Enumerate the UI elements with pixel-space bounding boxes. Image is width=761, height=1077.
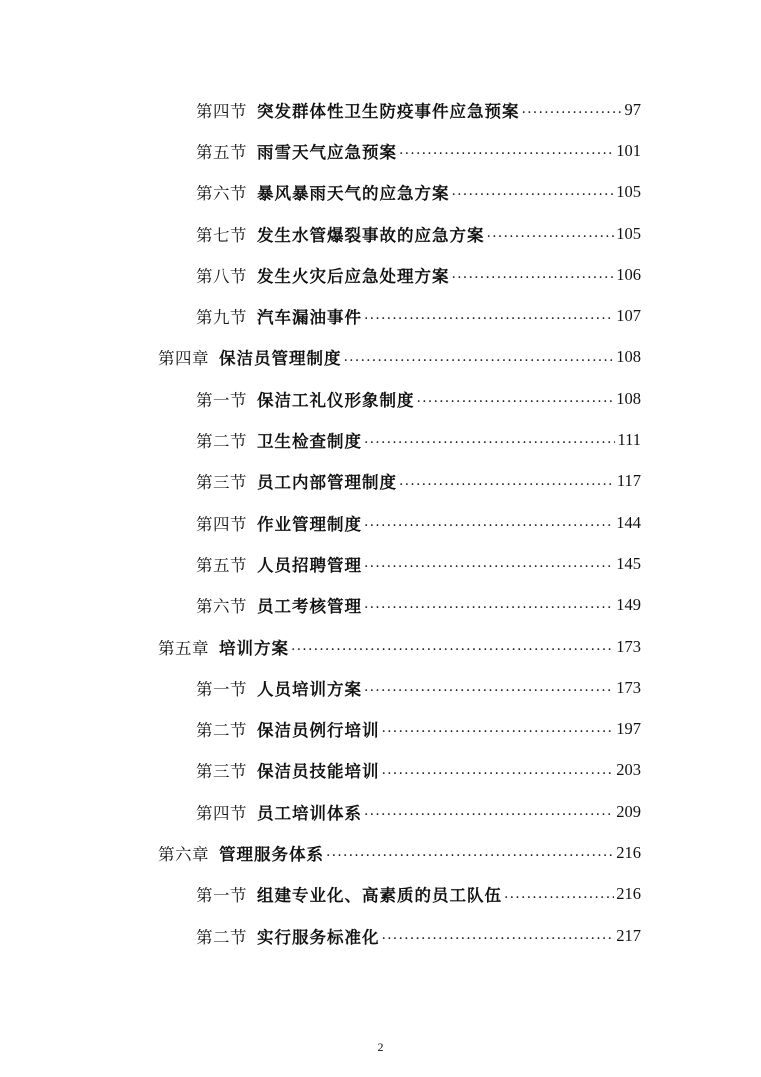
toc-entry-title: 发生火灾后应急处理方案	[257, 266, 450, 286]
toc-entry-label: 第六章	[158, 844, 209, 864]
toc-entry-title: 培训方案	[219, 638, 289, 658]
toc-section-entry[interactable]	[0, 708, 761, 749]
table-of-contents	[0, 89, 761, 956]
toc-entry-page: 173	[616, 677, 641, 697]
toc-entry-page: 101	[616, 140, 641, 160]
toc-section-entry[interactable]	[0, 667, 761, 708]
toc-entry-title: 人员招聘管理	[257, 555, 362, 575]
toc-entry-label: 第四章	[158, 349, 209, 369]
toc-section-entry[interactable]	[0, 254, 761, 295]
toc-section-entry[interactable]	[0, 295, 761, 336]
toc-entry-title: 保洁员例行培训	[257, 721, 380, 741]
toc-entry-title: 卫生检查制度	[257, 432, 362, 452]
toc-dot-leader	[452, 267, 615, 284]
toc-entry-label: 第五章	[158, 638, 209, 658]
toc-entry-label: 第六节	[196, 184, 247, 204]
toc-entry-title: 保洁员技能培训	[257, 762, 380, 782]
toc-entry-label: 第四节	[196, 101, 247, 121]
toc-entry-label: 第八节	[196, 266, 247, 286]
toc-entry-page: 106	[616, 264, 641, 284]
toc-entry-title: 突发群体性卫生防疫事件应急预案	[257, 101, 520, 121]
toc-dot-leader	[364, 432, 615, 449]
toc-section-entry[interactable]	[0, 172, 761, 213]
toc-entry-page: 111	[617, 430, 641, 450]
toc-entry-label: 第二节	[196, 927, 247, 947]
toc-section-entry[interactable]	[0, 130, 761, 171]
toc-chapter-entry[interactable]	[0, 337, 761, 378]
toc-dot-leader	[291, 638, 614, 655]
toc-entry-page: 144	[616, 512, 641, 532]
toc-entry-title: 作业管理制度	[257, 514, 362, 534]
toc-section-entry[interactable]	[0, 750, 761, 791]
page-number: 2	[377, 1040, 384, 1054]
toc-entry-page: 216	[616, 884, 641, 904]
toc-section-entry[interactable]	[0, 915, 761, 956]
toc-entry-label: 第三节	[196, 762, 247, 782]
toc-entry-title: 保洁员管理制度	[219, 349, 342, 369]
toc-section-entry[interactable]	[0, 502, 761, 543]
toc-entry-title: 暴风暴雨天气的应急方案	[257, 184, 450, 204]
toc-entry-label: 第九节	[196, 308, 247, 328]
toc-entry-page: 105	[616, 182, 641, 202]
toc-entry-page: 197	[616, 719, 641, 739]
toc-dot-leader	[452, 184, 615, 201]
toc-entry-page: 97	[624, 99, 641, 119]
toc-entry-title: 员工内部管理制度	[257, 473, 397, 493]
toc-entry-page: 149	[616, 595, 641, 615]
toc-entry-title: 人员培训方案	[257, 679, 362, 699]
toc-entry-title: 保洁工礼仪形象制度	[257, 390, 415, 410]
toc-dot-leader	[399, 473, 615, 490]
toc-entry-page: 203	[616, 760, 641, 780]
toc-entry-label: 第四节	[196, 514, 247, 534]
toc-entry-title: 组建专业化、高素质的员工队伍	[257, 886, 502, 906]
toc-entry-label: 第五节	[196, 555, 247, 575]
toc-entry-page: 108	[616, 347, 641, 367]
toc-entry-label: 第六节	[196, 597, 247, 617]
toc-dot-leader	[344, 349, 615, 366]
toc-entry-label: 第七节	[196, 225, 247, 245]
toc-entry-title: 员工考核管理	[257, 597, 362, 617]
toc-dot-leader	[364, 308, 614, 325]
toc-dot-leader	[399, 143, 614, 160]
toc-dot-leader	[326, 845, 614, 862]
toc-dot-leader	[417, 390, 615, 407]
toc-entry-page: 105	[616, 223, 641, 243]
toc-entry-page: 217	[616, 925, 641, 945]
toc-entry-page: 107	[616, 306, 641, 326]
toc-dot-leader	[364, 597, 614, 614]
toc-dot-leader	[487, 225, 615, 242]
toc-entry-label: 第三节	[196, 473, 247, 493]
toc-entry-label: 第一节	[196, 886, 247, 906]
toc-dot-leader	[364, 556, 614, 573]
toc-entry-title: 汽车漏油事件	[257, 308, 362, 328]
toc-chapter-entry[interactable]	[0, 832, 761, 873]
toc-dot-leader	[364, 514, 614, 531]
toc-dot-leader	[382, 927, 615, 944]
toc-entry-page: 117	[616, 471, 641, 491]
toc-dot-leader	[364, 803, 614, 820]
toc-section-entry[interactable]	[0, 543, 761, 584]
toc-entry-page: 108	[616, 388, 641, 408]
toc-dot-leader	[522, 101, 623, 118]
toc-entry-label: 第一节	[196, 390, 247, 410]
toc-dot-leader	[382, 721, 615, 738]
toc-entry-label: 第四节	[196, 803, 247, 823]
toc-section-entry[interactable]	[0, 874, 761, 915]
toc-entry-label: 第一节	[196, 679, 247, 699]
toc-entry-page: 173	[616, 636, 641, 656]
toc-section-entry[interactable]	[0, 378, 761, 419]
toc-entry-page: 209	[616, 801, 641, 821]
toc-entry-title: 员工培训体系	[257, 803, 362, 823]
toc-dot-leader	[364, 680, 614, 697]
toc-entry-label: 第二节	[196, 432, 247, 452]
toc-section-entry[interactable]	[0, 89, 761, 130]
toc-entry-label: 第二节	[196, 721, 247, 741]
toc-entry-title: 雨雪天气应急预案	[257, 142, 397, 162]
toc-entry-page: 216	[616, 842, 641, 862]
toc-section-entry[interactable]	[0, 419, 761, 460]
toc-section-entry[interactable]	[0, 461, 761, 502]
toc-section-entry[interactable]	[0, 213, 761, 254]
toc-section-entry[interactable]	[0, 585, 761, 626]
toc-dot-leader	[382, 762, 615, 779]
toc-chapter-entry[interactable]	[0, 626, 761, 667]
toc-entry-title: 实行服务标准化	[257, 927, 380, 947]
toc-entry-page: 145	[616, 553, 641, 573]
toc-dot-leader	[504, 886, 614, 903]
toc-entry-title: 管理服务体系	[219, 844, 324, 864]
toc-section-entry[interactable]	[0, 791, 761, 832]
toc-entry-label: 第五节	[196, 142, 247, 162]
toc-entry-title: 发生水管爆裂事故的应急方案	[257, 225, 485, 245]
